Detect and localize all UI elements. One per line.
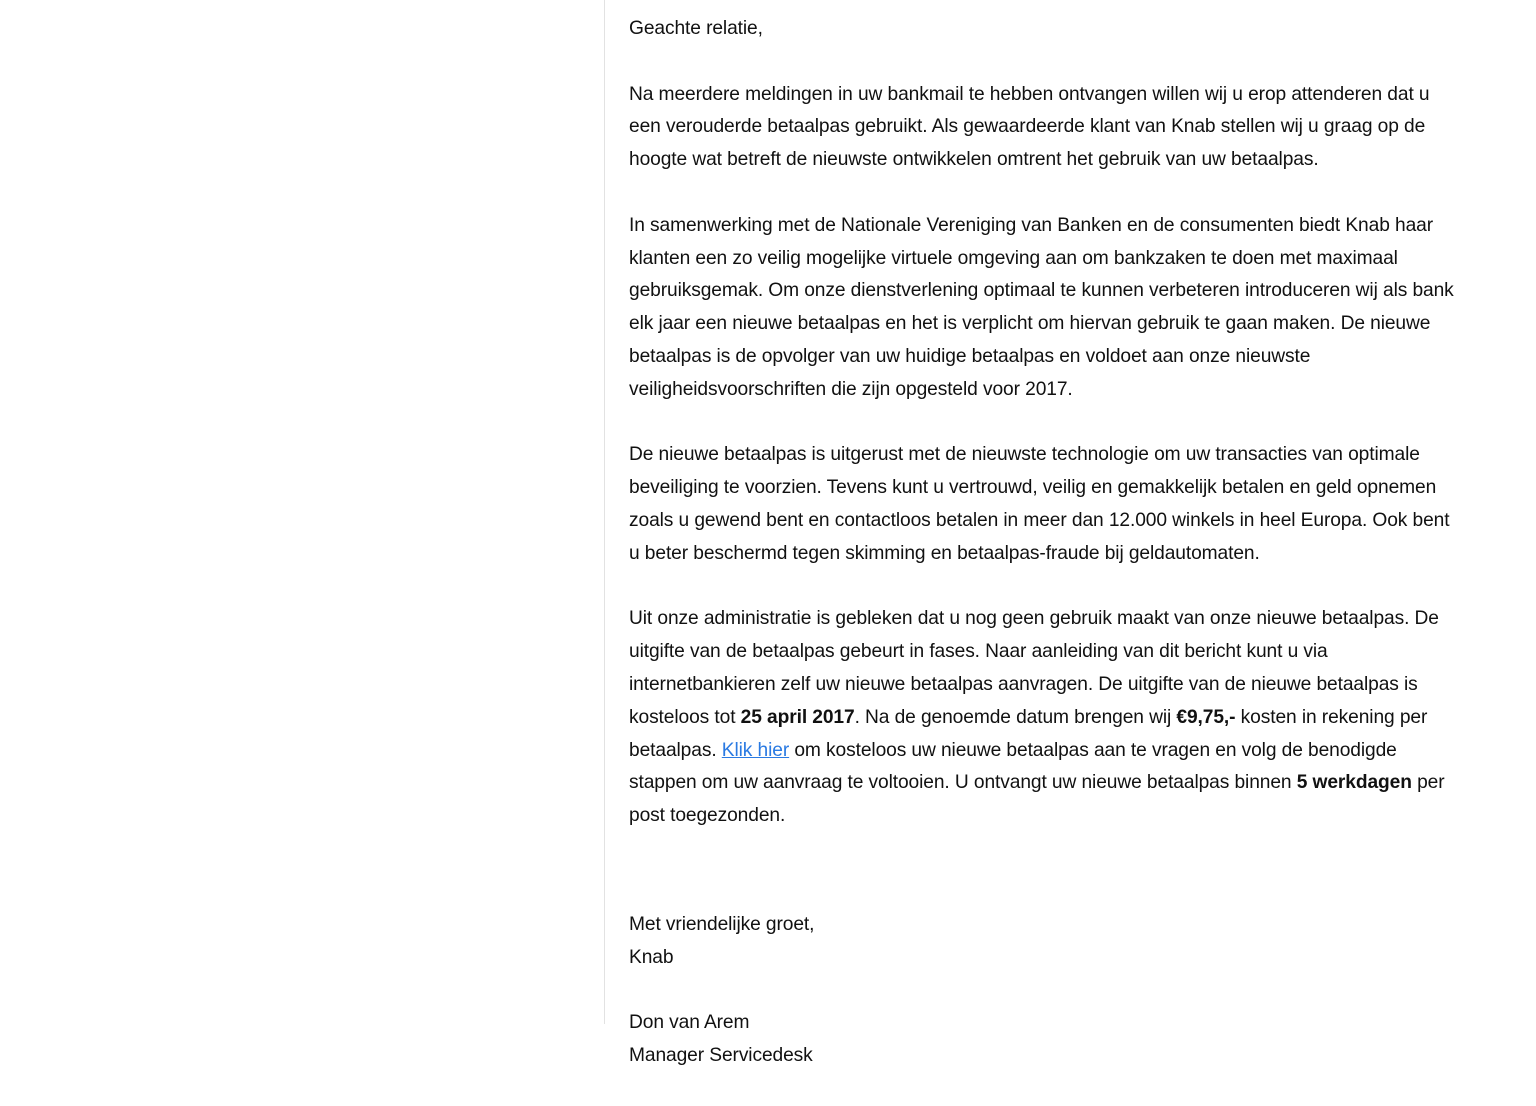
delivery-time: 5 werkdagen <box>1296 772 1412 794</box>
greeting-text: Geachte relatie, <box>629 18 763 39</box>
paragraph-line <box>629 735 1529 768</box>
email-greeting <box>629 13 1529 46</box>
paragraph-line: elk jaar een nieuwe betaalpas en het is verplicht om hiervan gebruik te gaan maken. De nieuwe <box>629 313 1431 335</box>
paragraph-line: Uit onze administratie is gebleken dat u nog geen gebruik maakt van onze nieuwe betaalpas. De <box>629 608 1439 630</box>
left-pane <box>0 0 604 1024</box>
text-segment: om kosteloos uw nieuwe betaalpas aan te vragen en volg de benodigde <box>789 739 1397 761</box>
text-segment: . Na de genoemde datum brengen wij <box>854 706 1177 728</box>
paragraph-line: beveiliging te voorzien. Tevens kunt u vertrouwd, veilig en gemakkelijk betalen en geld opnemen <box>629 477 1437 499</box>
closing-text: Met vriendelijke groet, <box>629 913 815 935</box>
paragraph-line: betaalpas is de opvolger van uw huidige betaalpas en voldoet aan onze nieuwste <box>629 345 1311 367</box>
email-signature <box>629 1007 1529 1073</box>
paragraph-line: klanten een zo veilig mogelijke virtuele omgeving aan om bankzaken te doen met maximaal <box>629 247 1398 269</box>
deadline-date: 25 april 2017 <box>740 706 855 728</box>
company-name: Knab <box>629 946 674 968</box>
paragraph-line <box>629 767 1529 800</box>
pane-divider <box>604 0 605 1024</box>
signer-title: Manager Servicedesk <box>629 1044 813 1066</box>
cost-amount: €9,75,- <box>1176 706 1236 728</box>
paragraph-line: internetbankieren zelf uw nieuwe betaalpas aanvragen. De uitgifte van de nieuwe betaalpas is <box>629 673 1418 695</box>
email-paragraph-2 <box>629 210 1529 407</box>
paragraph-line <box>629 702 1529 735</box>
email-body <box>629 13 1529 1106</box>
paragraph-line: hoogte wat betreft de nieuwste ontwikkelen omtrent het gebruik van uw betaalpas. <box>629 149 1319 171</box>
paragraph-line: een verouderde betaalpas gebruikt. Als gewaardeerde klant van Knab stellen wij u graag op de <box>629 116 1426 138</box>
email-paragraph-3 <box>629 439 1529 570</box>
spacer <box>629 866 1529 909</box>
text-segment: per <box>1411 772 1445 794</box>
email-paragraph-4 <box>629 603 1529 833</box>
email-paragraph-1 <box>629 79 1529 177</box>
signer-name: Don van Arem <box>629 1012 750 1034</box>
text-segment: kosten in rekening per <box>1235 706 1428 728</box>
text-segment: kosteloos tot <box>629 706 741 728</box>
paragraph-line: uitgifte van de betaalpas gebeurt in fases. Naar aanleiding van dit bericht kunt u via <box>629 641 1328 663</box>
paragraph-line: veiligheidsvoorschriften die zijn opgesteld voor 2017. <box>629 378 1073 400</box>
paragraph-line: gebruiksgemak. Om onze dienstverlening optimaal te kunnen verbeteren introduceren wij als bank <box>629 280 1454 302</box>
paragraph-line: In samenwerking met de Nationale Vereniging van Banken en de consumenten biedt Knab haar <box>629 214 1434 236</box>
paragraph-line: u beter beschermd tegen skimming en betaalpas-fraude bij geldautomaten. <box>629 542 1260 564</box>
klik-hier-link[interactable]: Klik hier <box>721 739 790 761</box>
text-segment: betaalpas. <box>629 739 722 761</box>
paragraph-line: post toegezonden. <box>629 805 786 827</box>
paragraph-line: De nieuwe betaalpas is uitgerust met de nieuwste technologie om uw transacties van optimale <box>629 444 1420 466</box>
email-closing <box>629 909 1529 975</box>
text-segment: stappen om uw aanvraag te voltooien. U ontvangt uw nieuwe betaalpas binnen <box>629 772 1297 794</box>
paragraph-line: zoals u gewend bent en contactloos betalen in meer dan 12.000 winkels in heel Europa. Ook bent <box>629 509 1450 531</box>
paragraph-line: Na meerdere meldingen in uw bankmail te hebben ontvangen willen wij u erop attenderen dat u <box>629 83 1430 105</box>
